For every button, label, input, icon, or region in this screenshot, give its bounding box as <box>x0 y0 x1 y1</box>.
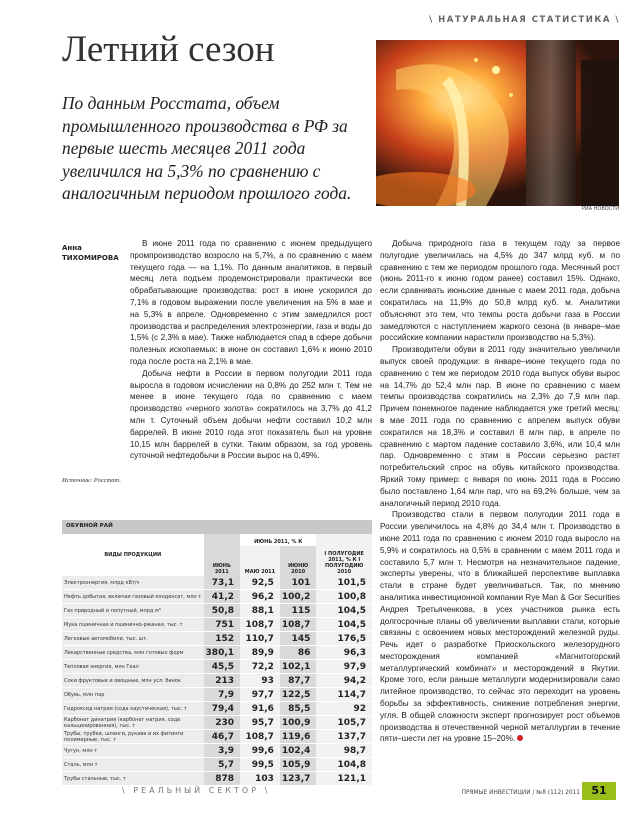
table-cell: 121,1 <box>316 772 372 786</box>
table-row <box>62 590 372 604</box>
table-cell: 878 <box>204 772 240 786</box>
author-byline <box>62 243 122 263</box>
table-cell: 101,5 <box>316 576 372 590</box>
table-cell: 104,5 <box>316 618 372 632</box>
table-cell: 380,1 <box>204 646 240 660</box>
table-cell: 93 <box>240 674 280 688</box>
table-cell: 50,8 <box>204 604 240 618</box>
photo-credit: РИА НОВОСТИ <box>581 206 619 212</box>
production-table <box>62 520 372 786</box>
table-cell: 3,9 <box>204 744 240 758</box>
row-label: Карбонат динатрия (карбонат натрия, сода кальцинированная), тыс. т <box>62 716 204 730</box>
table-cell: 110,7 <box>240 632 280 646</box>
table-cell: 88,1 <box>240 604 280 618</box>
table-cell: 108,7 <box>280 618 316 632</box>
table-row <box>62 632 372 646</box>
row-label: Соки фруктовые и овощные, млн усл. банок <box>62 674 204 688</box>
table-cell: 97,7 <box>240 688 280 702</box>
row-label: Трубы, трубки, шланги, рукава и их фитинги полимерные, тыс. т <box>62 730 204 744</box>
table-cell: 41,2 <box>204 590 240 604</box>
table-cell: 122,5 <box>280 688 316 702</box>
end-mark-icon <box>517 735 523 741</box>
header-may: МАЮ 2011 <box>240 546 280 576</box>
table-cell: 72,2 <box>240 660 280 674</box>
table-cell: 86 <box>280 646 316 660</box>
table-cell: 91,6 <box>240 702 280 716</box>
table-title: ОБУВНОЙ РАЙ <box>62 520 372 534</box>
footer-section: \ РЕАЛЬНЫЙ СЕКТОР \ <box>122 786 271 795</box>
table-row <box>62 674 372 688</box>
table-cell: 92,5 <box>240 576 280 590</box>
table-cell: 97,9 <box>316 660 372 674</box>
table-cell: 98,7 <box>316 744 372 758</box>
table-cell: 213 <box>204 674 240 688</box>
table-cell: 102,1 <box>280 660 316 674</box>
table-cell: 119,6 <box>280 730 316 744</box>
table-row <box>62 744 372 758</box>
table-cell: 114,7 <box>316 688 372 702</box>
article-column-2 <box>380 238 620 745</box>
table-cell: 100,2 <box>280 590 316 604</box>
table-cell: 105,9 <box>280 758 316 772</box>
table-cell: 92 <box>316 702 372 716</box>
table-cell: 102,4 <box>280 744 316 758</box>
table-row <box>62 646 372 660</box>
paragraph-text: Производство стали в первом полугодии 2011 года в России увеличилось на 4,8% до 34,4 млн т. Производство в июне 2011 года по сравнению с июнем 2010 года выросло на 5,9% и сократилось на 0,5% в сравнении с маем 2011 года и составило 5,7 млн т. Несмотря на незначительное падение, эксперты уверены, что в ближайшей перспективе выплавка стали в стране будет увеличиваться. Так, по мнению аналитика инвестиционной компании Rye Man & Gor Securities Андрея Третьяченкова, в усех участников рынка есть долгосрочные планы об увеличении выплавки стали, которые связаны с освоением новых месторождений железной руды. Речь идет о разработке Приоскольского железорудного месторождения компанией «Магнитогорский металлургический комбинат» и месторождений в Якутии. Кроме того, если раньше металлурги модернизировали само литейное производство, то сейчас это переходит на уровень борьбы за эффективность, снижение потребления энергии, угля. В общей сложности эксперт прогнозирует рост объемов производства в отечественной черной металлургии в течение пяти–шести лет на уровне 15–20%. <box>380 510 620 744</box>
row-label: Гидроксид натрия (сода каустическая), тыс. т <box>62 702 204 716</box>
row-label: Лекарственные средства, млн готовых форм <box>62 646 204 660</box>
table-cell: 145 <box>280 632 316 646</box>
table-cell: 137,7 <box>316 730 372 744</box>
row-label: Мука пшеничная и пшенично-ржаная, тыс. т <box>62 618 204 632</box>
row-label: Сталь, млн т <box>62 758 204 772</box>
table-cell: 85,5 <box>280 702 316 716</box>
table-row <box>62 758 372 772</box>
table-row <box>62 716 372 730</box>
article-column-1 <box>130 238 372 462</box>
row-label: Легковые автомобили, тыс. шт. <box>62 632 204 646</box>
table-cell: 89,9 <box>240 646 280 660</box>
row-label: Обувь, млн пар <box>62 688 204 702</box>
row-label: Электроэнергия, млрд кВт/ч <box>62 576 204 590</box>
table-cell: 87,7 <box>280 674 316 688</box>
header-group: ИЮНЬ 2011, % К <box>254 539 303 545</box>
table-cell: 103 <box>240 772 280 786</box>
table-cell: 45,5 <box>204 660 240 674</box>
page-title: Летний сезон <box>62 29 275 70</box>
table-cell: 105,7 <box>316 716 372 730</box>
table-cell: 108,7 <box>240 730 280 744</box>
table-cell: 7,9 <box>204 688 240 702</box>
table-row <box>62 730 372 744</box>
table-cell: 230 <box>204 716 240 730</box>
table-cell: 99,6 <box>240 744 280 758</box>
table-cell: 94,2 <box>316 674 372 688</box>
table-row <box>62 604 372 618</box>
table-cell: 104,5 <box>316 604 372 618</box>
row-label: Чугун, млн т <box>62 744 204 758</box>
row-label: Газ природный и попутный, млрд м³ <box>62 604 204 618</box>
paragraph: Добыча нефти в России в первом полугодии 2011 года выросла в годовом исчислении на 0,8% до 252 млн т. Тем не менее в июне текущего года по сравнению с маем производство «черного золота» сократилось на 3,7% до 41,2 млн т. Суточный объем добычи нефти составил 10,2 млн баррелей. В июне 2010 года этот показатель был на уровне 10,15 млн баррелей в сутки. Таким образом, за год уровень суточной нефтедобычи в России вырос на 0,49%. <box>130 368 372 461</box>
row-label: Тепловая энергия, млн Гкал <box>62 660 204 674</box>
table-cell: 73,1 <box>204 576 240 590</box>
section-label: \ НАТУРАЛЬНАЯ СТАТИСТИКА \ <box>429 15 620 25</box>
table-cell: 100,8 <box>316 590 372 604</box>
table-cell: 104,8 <box>316 758 372 772</box>
table-cell: 108,7 <box>240 618 280 632</box>
footer-magazine: ПРЯМЫЕ ИНВЕСТИЦИИ / №8 (112) 2011 <box>461 790 580 796</box>
table-cell: 99,5 <box>240 758 280 772</box>
table-cell: 123,7 <box>280 772 316 786</box>
table-cell: 46,7 <box>204 730 240 744</box>
table-cell: 79,4 <box>204 702 240 716</box>
row-label: Трубы стальные, тыс. т <box>62 772 204 786</box>
author-last-name: ТИХОМИРОВА <box>62 254 119 262</box>
paragraph: В июне 2011 года по сравнению с июнем предыдущего промпроизводство возросло на 5,7%, а по сравнению с маем текущего года — на 1,1%. По данным аналитиков, в первый месяц лета подъем продемонстрировали практически все обрабатывающие производства: рост в июне ускорился до 7,1% в годовом выражении после увеличения на 5% в мае и на 5,3% в апреле. Одновременно с этим замедлился рост производства и распределения электроэнергии, газа и воды до 1,5% (с 2,3% в мае). Также наблюдается спад в сфере добычи полезных ископаемых: в июне он составил 1,6% к июню 2010 года после роста на 2,1% в мае. <box>130 239 372 366</box>
table-cell: 176,5 <box>316 632 372 646</box>
table-cell: 96,2 <box>240 590 280 604</box>
author-first-name: Анна <box>62 244 82 252</box>
header-product: ВИДЫ ПРОДУКЦИИ <box>104 552 162 558</box>
header-june: ИЮНЬ 2011 <box>204 534 240 576</box>
paragraph: Производители обуви в 2011 году значительно увеличили выпуск своей продукции: в январе–июне текущего года по сравнению с тем же периодом 2010 года выпуск обуви вырос на 14,7% до 52,4 млн пар. В июне по сравнению с маем темпы производства сократились на 2,3% до 7,9 млн пар. Причем понемногое падение наблюдается уже третий месяц: в мае 2011 года по сравнению с апрелем выпуск обуви сократился на 18,3% и составил 8 млн пар, в апреле по сравнению с мартом падение составило 3,6%, или 10,4 млн пар. Одновременно с этим в России серьезно растет потребительский спрос на обувь китайского производства. Яркий тому пример: с января по июнь 2011 года в Россию было поставлено 1,64 млн пар, что на 69,2% больше, чем за аналогичный период 2010 года. <box>380 345 620 508</box>
header-halfyear: I ПОЛУГОДИЕ 2011, % К I ПОЛУГОДИЮ 2010 <box>316 534 372 576</box>
header-june2010: ИЮНЮ 2010 <box>280 546 316 576</box>
table-cell: 751 <box>204 618 240 632</box>
lead-paragraph: По данным Росстата, объем промышленного производства в РФ за первые шесть месяцев 2011 года увеличился на 5,3% по сравнению с аналогичным периодом прошлого года. <box>62 93 352 203</box>
table-cell: 115 <box>280 604 316 618</box>
paragraph <box>380 509 620 745</box>
table-row <box>62 660 372 674</box>
page-number: 51 <box>582 782 616 800</box>
table-cell: 152 <box>204 632 240 646</box>
table-row <box>62 772 372 786</box>
source-note: Источник: Росстат. <box>62 477 121 484</box>
table-cell: 100,9 <box>280 716 316 730</box>
table-cell: 101 <box>280 576 316 590</box>
row-label: Нефть добытая, включая газовый конденсат, млн т <box>62 590 204 604</box>
table-row <box>62 688 372 702</box>
table-cell: 5,7 <box>204 758 240 772</box>
table-row <box>62 702 372 716</box>
table-cell: 95,7 <box>240 716 280 730</box>
molten-metal-photo <box>376 40 619 206</box>
paragraph: Добыча природного газа в текущем году за первое полугодие увеличилась на 4,5% до 347 млрд куб. м по сравнению с тем же периодом прошлого года. Месячный рост (июнь 2011-го к июню годом ранее) составил 15%. Однако, если сравнивать июньские данные с маем 2011 года, добыча сократилась на 11,9% до 50,8 млрд куб. м. Аналитики объясняют это тем, что темпы роста добычи газа в России замедляются с наступлением жаркого сезона (в январе–мае российские компании нарастили производство на 5,3%). <box>380 239 620 343</box>
table-row <box>62 618 372 632</box>
table-row <box>62 576 372 590</box>
table-cell: 96,3 <box>316 646 372 660</box>
